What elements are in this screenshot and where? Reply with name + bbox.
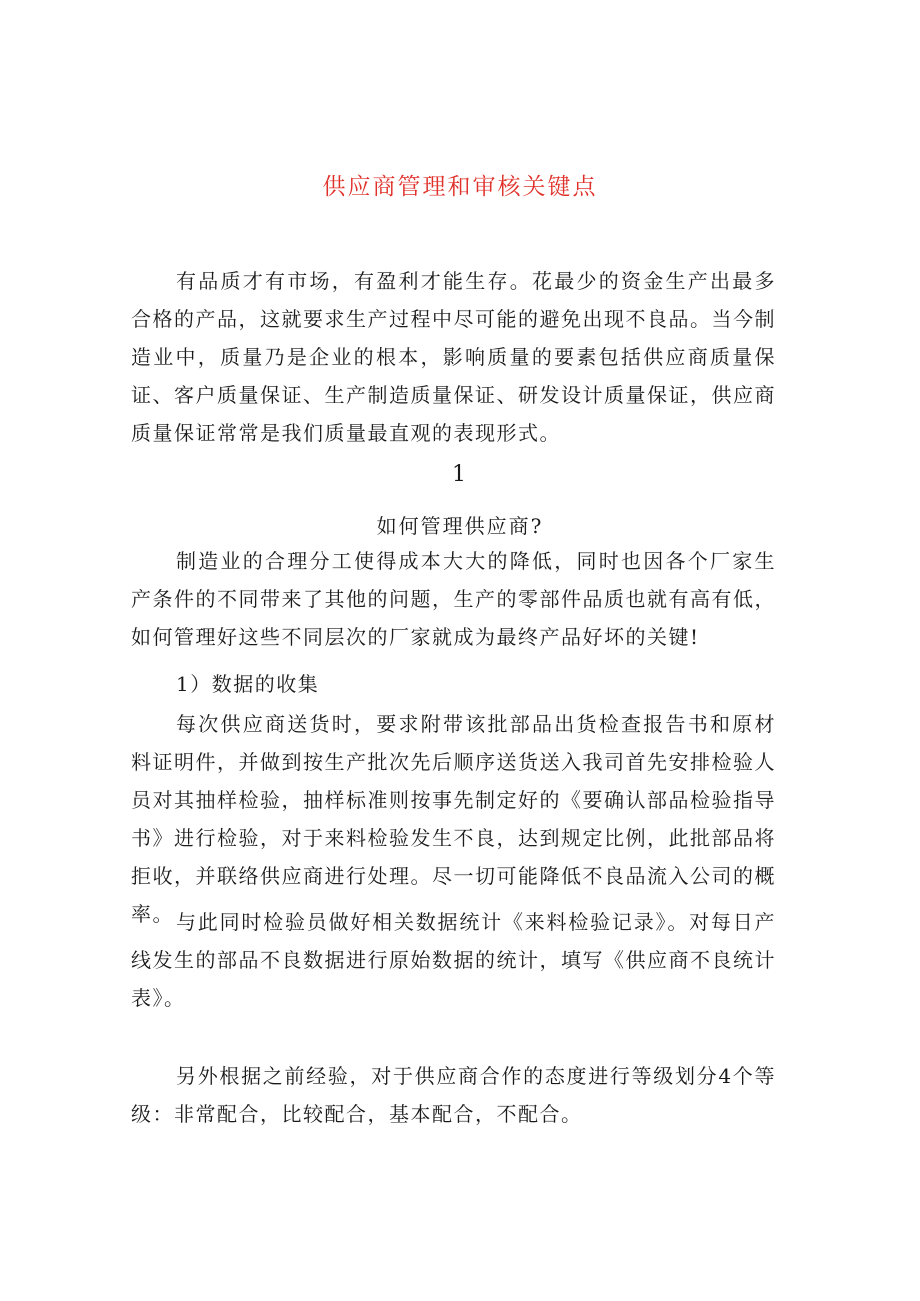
section-title: 如何管理供应商? xyxy=(376,514,544,538)
document-title: 供应商管理和审核关键点 xyxy=(322,174,598,200)
subsection-title: 1）数据的收集 xyxy=(176,672,320,696)
intro-paragraph: 有品质才有市场，有盈利才能生存。花最少的资金生产出最多合格的产品，这就要求生产过程中尽可能的避免出现不良品。当今制造业中，质量乃是企业的根本，影响质量的要素包括供应商质量保证、客户质量保证、生产制造质量保证、研发设计质量保证，供应商质量保证常常是我们质量最直观的表现形式。 xyxy=(131,269,776,445)
statistics-paragraph: 与此同时检验员做好相关数据统计《来料检验记录》。对每日产线发生的部品不良数据进行原始数据的统计，填写《供应商不良统计表》。 xyxy=(131,910,776,1010)
grading-paragraph: 另外根据之前经验，对于供应商合作的态度进行等级划分4个等级：非常配合，比较配合，基本配合，不配合。 xyxy=(131,1064,776,1126)
collection-paragraph: 每次供应商送货时，要求附带该批部品出货检查报告书和原材料证明件，并做到按生产批次先后顺序送货送入我司首先安排检验人员对其抽样检验，抽样标准则按事先制定好的《要确认部品检验指导书》进行检验，对于来料检验发生不良，达到规定比例，此批部品将拒收，并联络供应商进行处理。尽一切可能降低不良品流入公司的概率。 xyxy=(131,712,776,926)
section-intro-paragraph: 制造业的合理分工使得成本大大的降低，同时也因各个厂家生产条件的不同带来了其他的问题，生产的零部件品质也就有高有低，如何管理好这些不同层次的厂家就成为最终产品好坏的关键! xyxy=(131,549,776,649)
section-number: 1 xyxy=(452,462,468,487)
